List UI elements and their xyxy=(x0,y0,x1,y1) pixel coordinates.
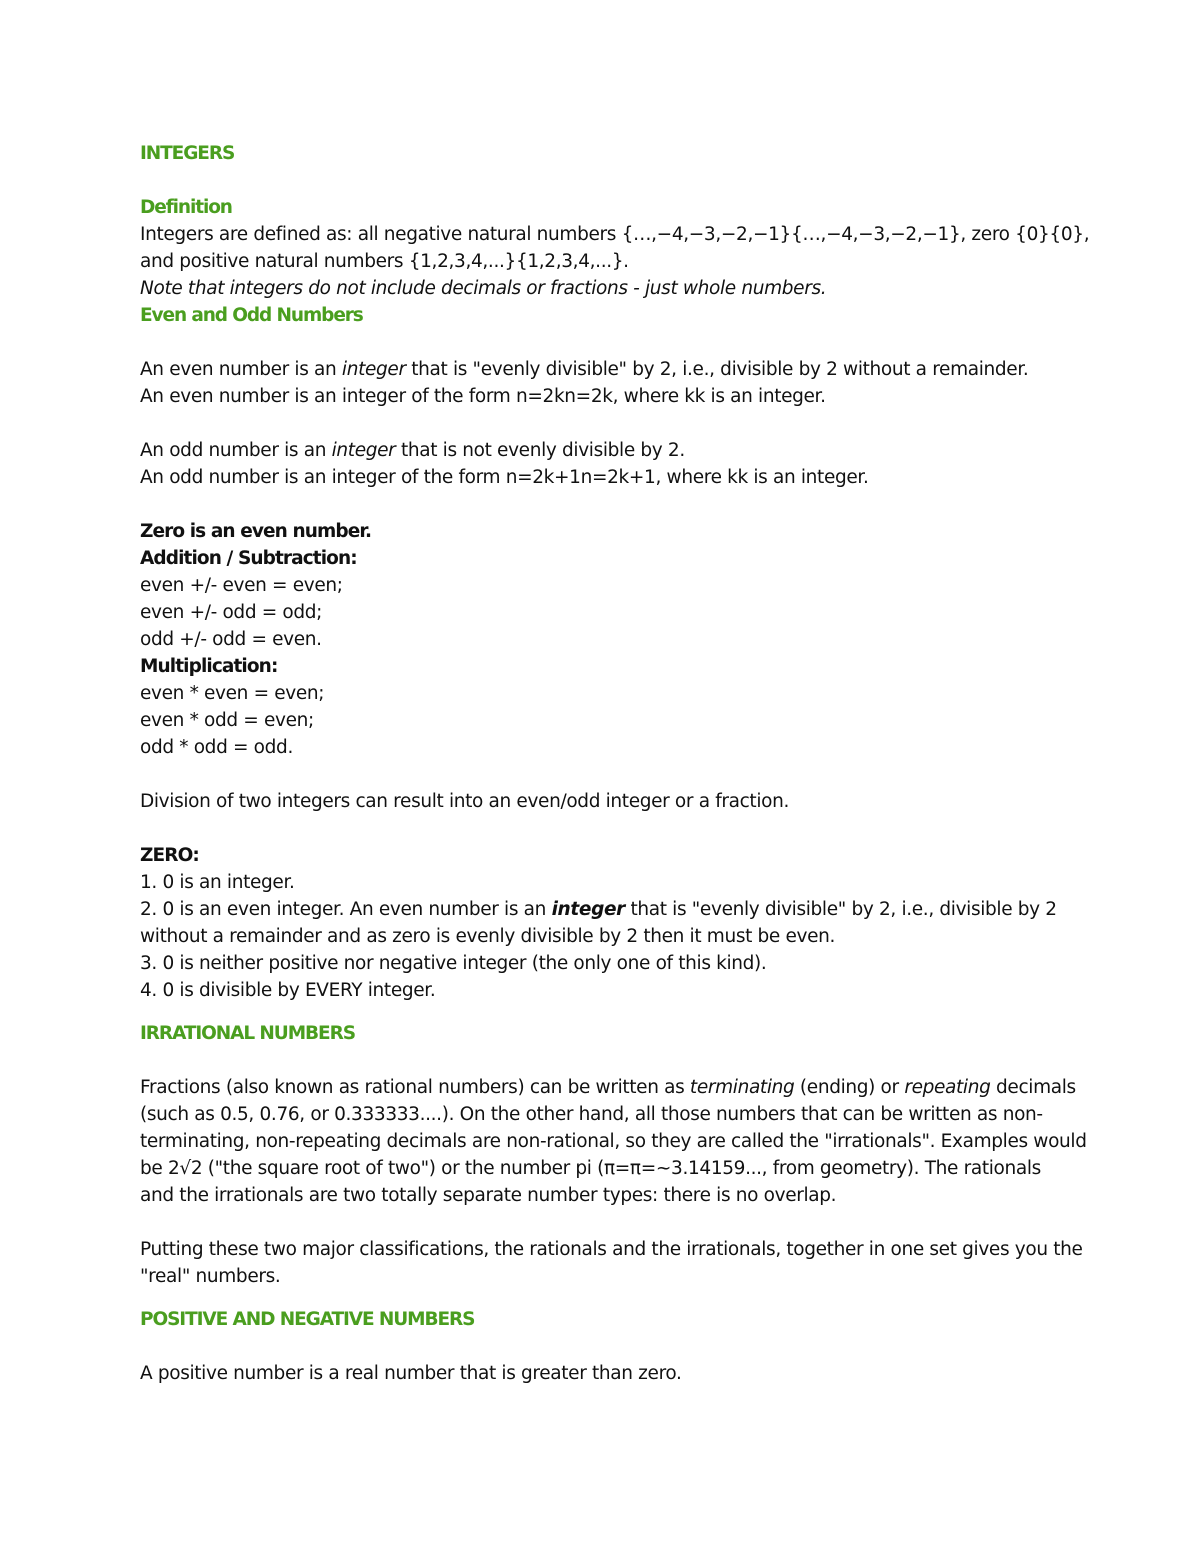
zero-item-4: 4. 0 is divisible by EVERY integer. xyxy=(140,980,436,1001)
odd-definition-1: An odd number is an integer that is not evenly divisible by 2. xyxy=(140,440,685,461)
even-odd-heading: Even and Odd Numbers xyxy=(140,305,363,326)
irrational-para-2-line-2: "real" numbers. xyxy=(140,1266,281,1287)
integers-note: Note that integers do not include decimals or fractions - just whole numbers. xyxy=(140,278,827,299)
zero-even-statement: Zero is an even number. xyxy=(140,521,372,542)
positive-number-definition: A positive number is a real number that is greater than zero. xyxy=(140,1363,682,1384)
division-note: Division of two integers can result into an even/odd integer or a fraction. xyxy=(140,791,790,812)
mult-rule: even * even = even; xyxy=(140,683,325,704)
irrational-heading: IRRATIONAL NUMBERS xyxy=(140,1023,355,1044)
mult-rule: even * odd = even; xyxy=(140,710,314,731)
posneg-heading: POSITIVE AND NEGATIVE NUMBERS xyxy=(140,1309,475,1330)
even-definition-2: An even number is an integer of the form n=2kn=2k, where kk is an integer. xyxy=(140,386,826,407)
zero-item-3: 3. 0 is neither positive nor negative integer (the only one of this kind). xyxy=(140,953,767,974)
definition-line-1: Integers are defined as: all negative natural numbers {…,−4,−3,−2,−1}{…,−4,−3,−2,−1}, zero {0}{0}, xyxy=(140,224,1090,245)
addsub-rule: odd +/- odd = even. xyxy=(140,629,322,650)
definition-line-2: and positive natural numbers {1,2,3,4,...}{1,2,3,4,...}. xyxy=(140,251,629,272)
zero-item-2-continued: without a remainder and as zero is evenly divisible by 2 then it must be even. xyxy=(140,926,836,947)
integers-title: INTEGERS xyxy=(140,143,235,164)
document-body xyxy=(140,140,1090,1387)
odd-definition-2: An odd number is an integer of the form n=2k+1n=2k+1, where kk is an integer. xyxy=(140,467,869,488)
addition-subtraction-heading: Addition / Subtraction: xyxy=(140,548,357,569)
zero-item-1: 1. 0 is an integer. xyxy=(140,872,295,893)
irrational-para-1-line-4: be 2√2 ("the square root of two") or the number pi (π=π=~3.14159..., from geometry). The rationals xyxy=(140,1158,1041,1179)
addsub-rule: even +/- odd = odd; xyxy=(140,602,323,623)
zero-item-2: 2. 0 is an even integer. An even number is an integer that is "evenly divisible" by 2, i.e., divisible by 2 xyxy=(140,899,1057,920)
zero-heading: ZERO: xyxy=(140,845,199,866)
addsub-rule: even +/- even = even; xyxy=(140,575,343,596)
irrational-para-1-line-1: Fractions (also known as rational numbers) can be written as terminating (ending) or repeating decimals xyxy=(140,1077,1076,1098)
irrational-para-1-line-2: (such as 0.5, 0.76, or 0.333333....). On the other hand, all those numbers that can be written as non- xyxy=(140,1104,1043,1125)
mult-rule: odd * odd = odd. xyxy=(140,737,293,758)
multiplication-heading: Multiplication: xyxy=(140,656,278,677)
even-definition-1: An even number is an integer that is "evenly divisible" by 2, i.e., divisible by 2 without a remainder. xyxy=(140,359,1029,380)
irrational-para-1-line-3: terminating, non-repeating decimals are non-rational, so they are called the "irrationals". Examples would xyxy=(140,1131,1087,1152)
definition-heading: Definition xyxy=(140,197,232,218)
irrational-para-2-line-1: Putting these two major classifications, the rationals and the irrationals, together in one set gives you the xyxy=(140,1239,1083,1260)
irrational-para-1-line-5: and the irrationals are two totally separate number types: there is no overlap. xyxy=(140,1185,837,1206)
